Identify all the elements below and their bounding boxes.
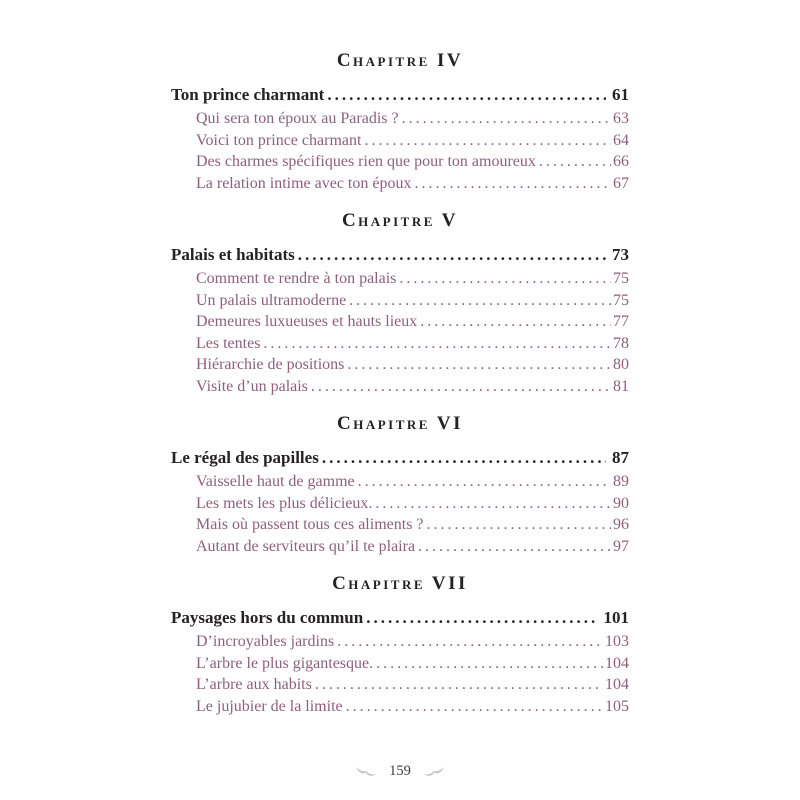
dot-leader xyxy=(337,631,603,653)
toc-sub-entry xyxy=(171,108,629,130)
dot-leader xyxy=(414,173,611,195)
toc-entry-label: Qui sera ton époux au Paradis ? xyxy=(196,110,399,127)
toc-entry-label: Ton prince charmant xyxy=(171,85,325,104)
toc-sub-entry xyxy=(171,311,629,333)
toc-entry-page: 67 xyxy=(613,174,629,192)
toc-entry-label: Le régal des papilles xyxy=(171,448,319,467)
toc-entry-page: 97 xyxy=(613,537,629,555)
toc-sub-entry xyxy=(171,173,629,195)
toc-entry-label: Vaisselle haut de gamme xyxy=(196,473,355,490)
dot-leader xyxy=(399,268,611,290)
toc-entry-label: Des charmes spécifiques rien que pour ton amoureux xyxy=(196,153,536,170)
toc-entry-page: 104 xyxy=(605,654,629,672)
toc-entry-label: D’incroyables jardins xyxy=(196,633,335,650)
toc-sub-entry xyxy=(171,471,629,493)
toc-entry-page: 90 xyxy=(613,494,629,512)
toc-chapter xyxy=(171,573,629,717)
toc-entry-page: 104 xyxy=(605,676,629,693)
folio-page-number: 159 xyxy=(389,763,411,779)
toc-entry-page: 64 xyxy=(613,131,629,149)
toc-entry-label: Un palais ultramoderne xyxy=(196,291,347,309)
toc-main-entry xyxy=(171,606,629,630)
toc-entry-page: 77 xyxy=(613,313,629,330)
dot-leader xyxy=(327,83,606,107)
toc-main-entry xyxy=(171,83,629,107)
toc-entry-label: Hiérarchie de positions xyxy=(196,356,345,373)
toc-entry-label: Autant de serviteurs qu’il te plaira xyxy=(196,537,416,555)
chapter-heading: Chapitre V xyxy=(341,210,459,231)
toc-sub-entry xyxy=(171,696,629,718)
toc-entry-label: Comment te rendre à ton palais xyxy=(196,270,397,287)
toc-entry-label: Voici ton prince charmant xyxy=(196,131,362,149)
toc-entry-page: 63 xyxy=(613,110,629,127)
dot-leader xyxy=(418,536,611,558)
toc-entry-page: 61 xyxy=(612,85,629,104)
dot-leader xyxy=(539,151,611,173)
toc-entry-page: 87 xyxy=(612,448,629,467)
toc-sub-entry xyxy=(171,333,629,355)
toc-chapter xyxy=(171,50,629,194)
toc-entry-page: 89 xyxy=(613,473,629,490)
laurel-sprig-right-icon xyxy=(420,766,446,778)
dot-leader xyxy=(358,471,611,493)
dot-leader xyxy=(364,130,611,152)
toc-entry-page: 105 xyxy=(605,697,629,715)
toc-entry-label: L’arbre aux habits xyxy=(196,676,312,693)
toc-sub-entry xyxy=(171,631,629,653)
toc-main-entry xyxy=(171,446,629,470)
toc-entry-page: 75 xyxy=(613,270,629,287)
toc-chapter xyxy=(171,210,629,397)
table-of-contents xyxy=(171,0,629,717)
dot-leader xyxy=(420,311,611,333)
toc-entry-page: 81 xyxy=(613,377,629,395)
toc-sub-entry xyxy=(171,653,629,675)
toc-entry-page: 75 xyxy=(613,291,629,309)
dot-leader xyxy=(349,290,611,312)
toc-sub-entry xyxy=(171,376,629,398)
toc-entry-label: La relation intime avec ton époux xyxy=(196,174,412,192)
toc-chapter xyxy=(171,413,629,557)
chapter-heading: Chapitre VII xyxy=(332,573,468,594)
toc-entry-label: Palais et habitats xyxy=(171,245,295,264)
toc-entry-label: Mais où passent tous ces aliments ? xyxy=(196,516,424,533)
dot-leader xyxy=(366,606,597,630)
toc-entry-label: Paysages hors du commun xyxy=(171,608,364,627)
toc-entry-page: 80 xyxy=(613,356,629,373)
dot-leader xyxy=(347,354,611,376)
toc-sub-entry xyxy=(171,536,629,558)
toc-entry-page: 103 xyxy=(605,633,629,650)
toc-entry-label: Les mets les plus délicieux. xyxy=(196,494,373,512)
toc-entry-page: 96 xyxy=(613,516,629,533)
dot-leader xyxy=(376,653,603,675)
chapter-heading: Chapitre IV xyxy=(336,50,464,71)
toc-entry-label: L’arbre le plus gigantesque. xyxy=(196,654,374,672)
toc-entry-label: Demeures luxueuses et hauts lieux xyxy=(196,313,418,330)
toc-sub-entry xyxy=(171,290,629,312)
chapter-heading: Chapitre VI xyxy=(337,413,463,434)
toc-main-entry xyxy=(171,243,629,267)
toc-entry-page: 101 xyxy=(603,608,629,627)
toc-entry-label: Le jujubier de la limite xyxy=(196,697,343,715)
toc-sub-entry xyxy=(171,674,629,696)
toc-sub-entry xyxy=(171,130,629,152)
toc-entry-page: 73 xyxy=(612,245,629,264)
toc-sub-entry xyxy=(171,151,629,173)
dot-leader xyxy=(322,446,606,470)
toc-sub-entry xyxy=(171,354,629,376)
toc-entry-page: 66 xyxy=(613,153,629,170)
dot-leader xyxy=(346,696,603,718)
dot-leader xyxy=(298,243,606,267)
page-footer xyxy=(0,763,800,780)
laurel-sprig-left-icon xyxy=(354,766,380,778)
toc-entry-page: 78 xyxy=(613,334,629,352)
dot-leader xyxy=(402,108,611,130)
dot-leader xyxy=(311,376,611,398)
toc-sub-entry xyxy=(171,514,629,536)
toc-sub-entry xyxy=(171,268,629,290)
toc-entry-label: Les tentes xyxy=(196,334,261,352)
dot-leader xyxy=(263,333,611,355)
toc-entry-label: Visite d’un palais xyxy=(196,377,308,395)
toc-sub-entry xyxy=(171,493,629,515)
dot-leader xyxy=(315,674,603,696)
dot-leader xyxy=(427,514,611,536)
dot-leader xyxy=(375,493,611,515)
